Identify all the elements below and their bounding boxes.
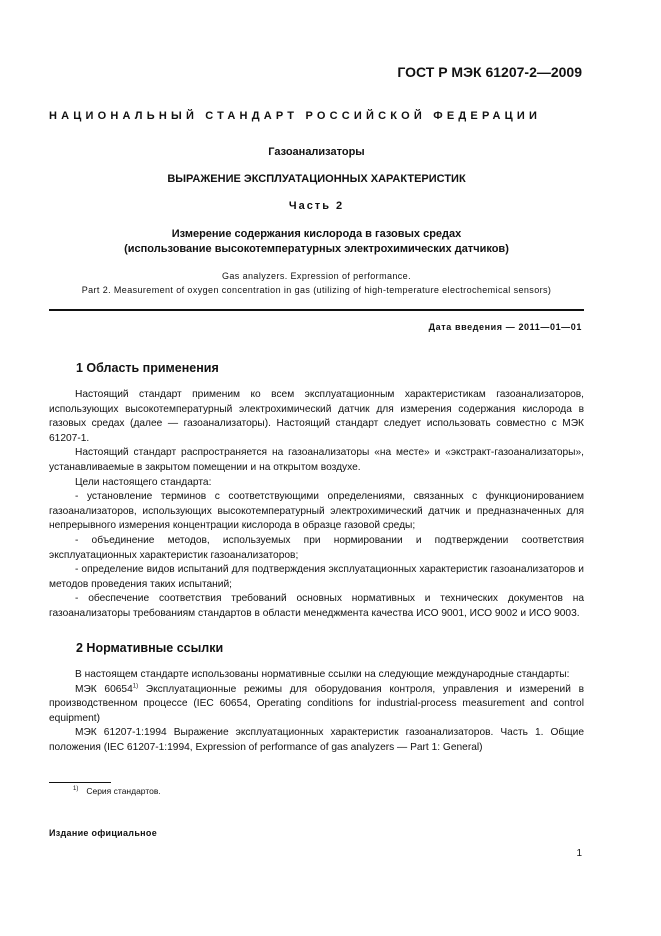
paragraph: Цели настоящего стандарта:	[75, 476, 212, 488]
title-subtitle	[49, 227, 584, 257]
title-part: Часть 2	[288, 200, 345, 212]
list-item: - установление терминов с соответствующими определениями, связанных с функционированием газоанализаторов, использующих высокотемпературный электрохимический датчик и предназначенных для непрерывного измерения концентрации кислорода в образце газовой среды;	[49, 491, 584, 532]
intro-date: Дата введения — 2011—01—01	[428, 322, 582, 332]
reference-code: МЭК 60654	[75, 683, 133, 695]
title-main: ВЫРАЖЕНИЕ ЭКСПЛУАТАЦИОННЫХ ХАРАКТЕРИСТИК	[167, 173, 466, 185]
paragraph: Настоящий стандарт распространяется на газоанализаторы «на месте» и «экстракт-газоанализаторы», устанавливаемые в закрытом помещении и на открытом воздухе.	[49, 447, 584, 473]
list-item: - обеспечение соответствия требований основных нормативных и технических документов на газоанализаторы требованиям стандартов в области менеджмента качества ИСО 9001, ИСО 9002 и ИСО 9003.	[49, 593, 584, 619]
edition-label: Издание официальное	[49, 828, 158, 838]
page-number: 1	[576, 848, 582, 859]
footnote-text: Серия стандартов.	[86, 786, 161, 796]
paragraph: Настоящий стандарт применим ко всем эксплуатационным характеристикам газоанализаторов, использующих высокотемпературный электрохимический датчик для измерения содержания кислорода в газовых средах (далее — газоанализаторы). Настоящий стандарт следует использовать совместно с МЭК 61207-1.	[49, 389, 584, 444]
list-item: - объединение методов, используемых при нормировании и подтверждении соответствия эксплуатационных характеристик газоанализаторов;	[49, 534, 584, 561]
paragraph: В настоящем стандарте использованы нормативные ссылки на следующие международные стандарты:	[75, 669, 570, 680]
english-line-2: Part 2. Measurement of oxygen concentration in gas (utilizing of high-temperature electrochemical sensors)	[81, 285, 552, 295]
document-code: ГОСТ Р МЭК 61207-2—2009	[397, 64, 582, 80]
reference-item: МЭК 61207-1:1994 Выражение эксплуатационных характеристик газоанализаторов. Часть 1. Общие положения (IEC 61207-1:1994, Expression of performance of gas analyzers — Part 1: General)	[49, 727, 584, 753]
reference-text: Эксплуатационные режимы для оборудования контроля, управления и измерений в производственном процессе (IEC 60654, Operating conditions for industrial-process measurement and control equipment)	[49, 683, 584, 724]
section-2-body	[49, 668, 584, 756]
section-1-body	[49, 388, 584, 622]
divider	[49, 309, 584, 311]
footnote-marker: 1)	[73, 786, 79, 793]
section-2-heading: 2 Нормативные ссылки	[76, 641, 224, 655]
title-subject: Газоанализаторы	[268, 146, 365, 158]
section-1-heading: 1 Область применения	[76, 361, 219, 375]
subtitle-line-2: (использование высокотемпературных электрохимических датчиков)	[124, 243, 509, 255]
footnote-marker: 1)	[132, 683, 139, 690]
list-item: - определение видов испытаний для подтверждения эксплуатационных характеристик газоанализаторов и методов проведения таких испытаний;	[49, 564, 584, 590]
reference-item	[49, 683, 584, 727]
title-english	[49, 269, 584, 297]
subtitle-line-1: Измерение содержания кислорода в газовых средах	[171, 228, 462, 240]
national-standard-banner: НАЦИОНАЛЬНЫЙ СТАНДАРТ РОССИЙСКОЙ ФЕДЕРАЦИИ	[49, 110, 542, 122]
english-line-1: Gas analyzers. Expression of performance.	[222, 271, 411, 281]
footnote-divider	[49, 782, 111, 783]
footnote	[73, 786, 161, 796]
